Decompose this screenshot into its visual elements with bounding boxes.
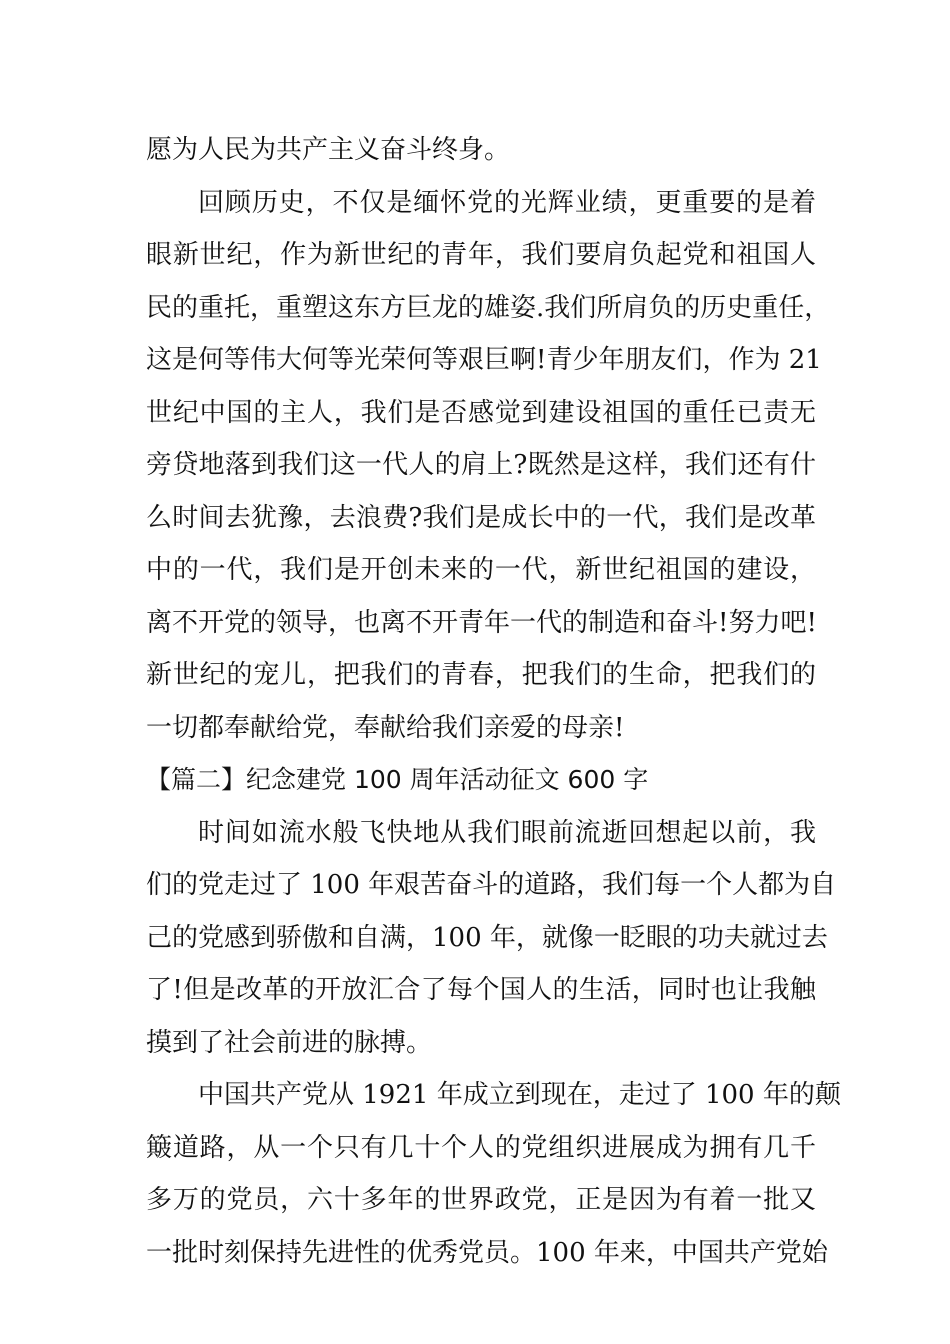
text-line: 这是何等伟大何等光荣何等艰巨啊!青少年朋友们，作为 21 <box>146 345 822 375</box>
paragraph <box>146 1069 841 1279</box>
text-line: 了!但是改革的开放汇合了每个国人的生活，同时也让我触 <box>146 975 816 1005</box>
heading-text: 【篇二】纪念建党 100 周年活动征文 600 字 <box>146 765 649 794</box>
document-body <box>146 124 841 1279</box>
text-line: 己的党感到骄傲和自满，100 年，就像一眨眼的功夫就过去 <box>146 922 828 953</box>
text-line: 簸道路，从一个只有几十个人的党组织进展成为拥有几千 <box>146 1132 816 1163</box>
text-line: 中国共产党从 1921 年成立到现在，走过了 100 年的颠 <box>198 1080 841 1110</box>
text-line: 时间如流水般飞快地从我们眼前流逝回想起以前，我 <box>198 817 816 848</box>
text-line: 新世纪的宠儿，把我们的青春，把我们的生命，把我们的 <box>146 660 816 690</box>
section-heading <box>146 754 816 807</box>
paragraph <box>146 807 837 1070</box>
text-line: 回顾历史，不仅是缅怀党的光辉业绩，更重要的是着 <box>198 187 816 218</box>
text-line: 离不开党的领导，也离不开青年一代的制造和奋斗!努力吧! <box>146 607 817 638</box>
text-line: 一批时刻保持先进性的优秀党员。100 年来，中国共产党始 <box>146 1237 828 1268</box>
text-line: 们的党走过了 100 年艰苦奋斗的道路，我们每一个人都为自 <box>146 870 837 900</box>
text-line: 旁贷地落到我们这一代人的肩上?既然是这样，我们还有什 <box>146 450 816 480</box>
text-line: 么时间去犹豫，去浪费?我们是成长中的一代，我们是改革 <box>146 502 816 533</box>
text-line: 愿为人民为共产主义奋斗终身。 <box>146 135 511 165</box>
text-line: 世纪中国的主人，我们是否感觉到建设祖国的重任已责无 <box>146 397 816 428</box>
paragraph <box>146 124 816 177</box>
text-line: 多万的党员，六十多年的世界政党，正是因为有着一批又 <box>146 1185 816 1215</box>
text-line: 一切都奉献给党，奉献给我们亲爱的母亲! <box>146 712 625 743</box>
text-line: 民的重托，重塑这东方巨龙的雄姿.我们所肩负的历史重任， <box>146 292 831 323</box>
text-line: 眼新世纪，作为新世纪的青年，我们要肩负起党和祖国人 <box>146 240 816 270</box>
text-line: 中的一代，我们是开创未来的一代，新世纪祖国的建设， <box>146 555 816 585</box>
paragraph <box>146 177 831 755</box>
text-line: 摸到了社会前进的脉搏。 <box>146 1027 433 1058</box>
